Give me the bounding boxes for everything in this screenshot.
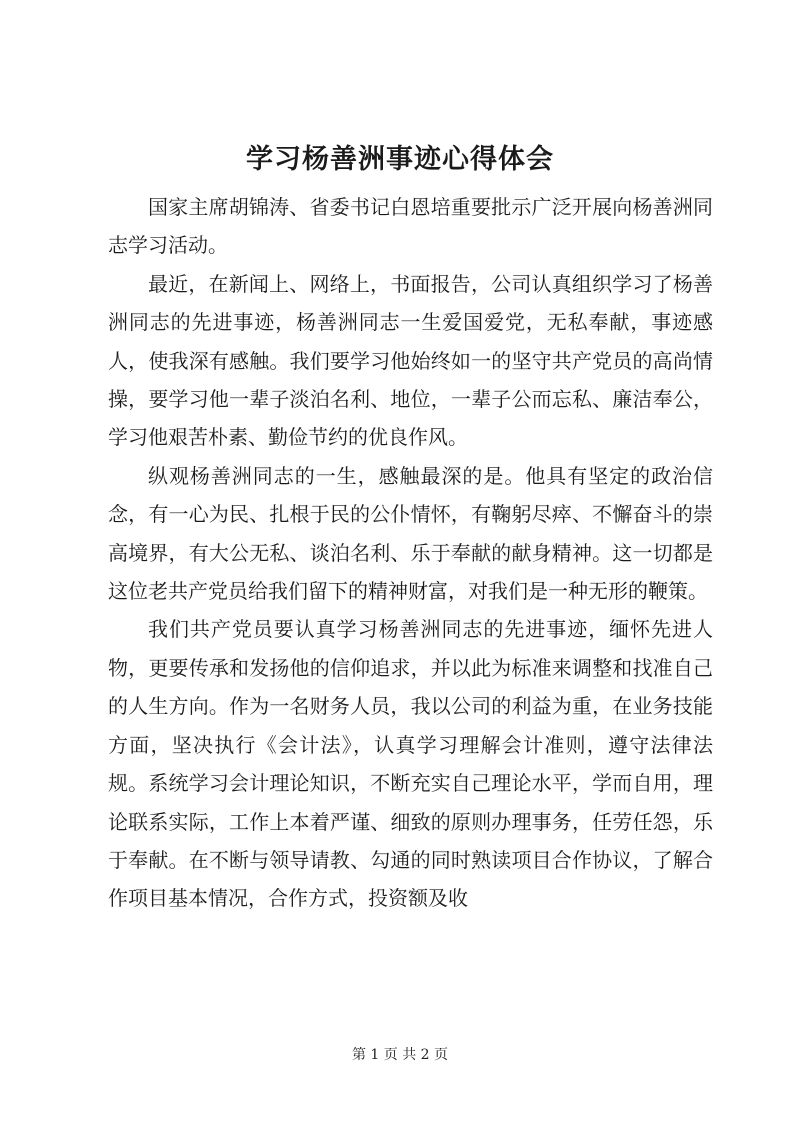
page-footer: 第 1 页 共 2 页 bbox=[351, 1047, 449, 1063]
paragraph-4: 我们共产党员要认真学习杨善洲同志的先进事迹，缅怀先进人物，更要传承和发扬他的信仰追求，并以此为标准来调整和找准自己的人生方向。作为一名财务人员，我以公司的利益为重，在业务技能方面，坚决执行《会计法》，认真学习理解会计准则，遵守法律法规。系统学习会计理论知识，不断充实自己理论水平，学而自用，理论联系实际，工作上本着严谨、细致的原则办理事务，任劳任怨，乐于奉献。在不断与领导请教、勾通的同时熟读项目合作协议，了解合作项目基本情况，合作方式，投资额及收 bbox=[108, 617, 713, 911]
paragraph-1: 国家主席胡锦涛、省委书记白恩培重要批示广泛开展向杨善洲同志学习活动。 bbox=[108, 195, 713, 258]
paragraph-3: 纵观杨善洲同志的一生，感触最深的是。他具有坚定的政治信念，有一心为民、扎根于民的公仆情怀，有鞠躬尽瘁、不懈奋斗的崇高境界，有大公无私、谈泊名利、乐于奉献的献身精神。这一切都是这位老共产党员给我们留下的精神财富，对我们是一种无形的鞭策。 bbox=[108, 463, 713, 604]
document-title: 学习杨善洲事迹心得体会 bbox=[246, 144, 554, 175]
document-body bbox=[108, 188, 713, 918]
paragraph-2: 最近，在新闻上、网络上，书面报告，公司认真组织学习了杨善洲同志的先进事迹，杨善洲同志一生爱国爱党，无私奉献，事迹感人，使我深有感触。我们要学习他始终如一的坚守共产党员的高尚情操，要学习他一辈子淡泊名利、地位，一辈子公而忘私、廉洁奉公，学习他艰苦朴素、勤俭节约的优良作风。 bbox=[108, 271, 713, 450]
